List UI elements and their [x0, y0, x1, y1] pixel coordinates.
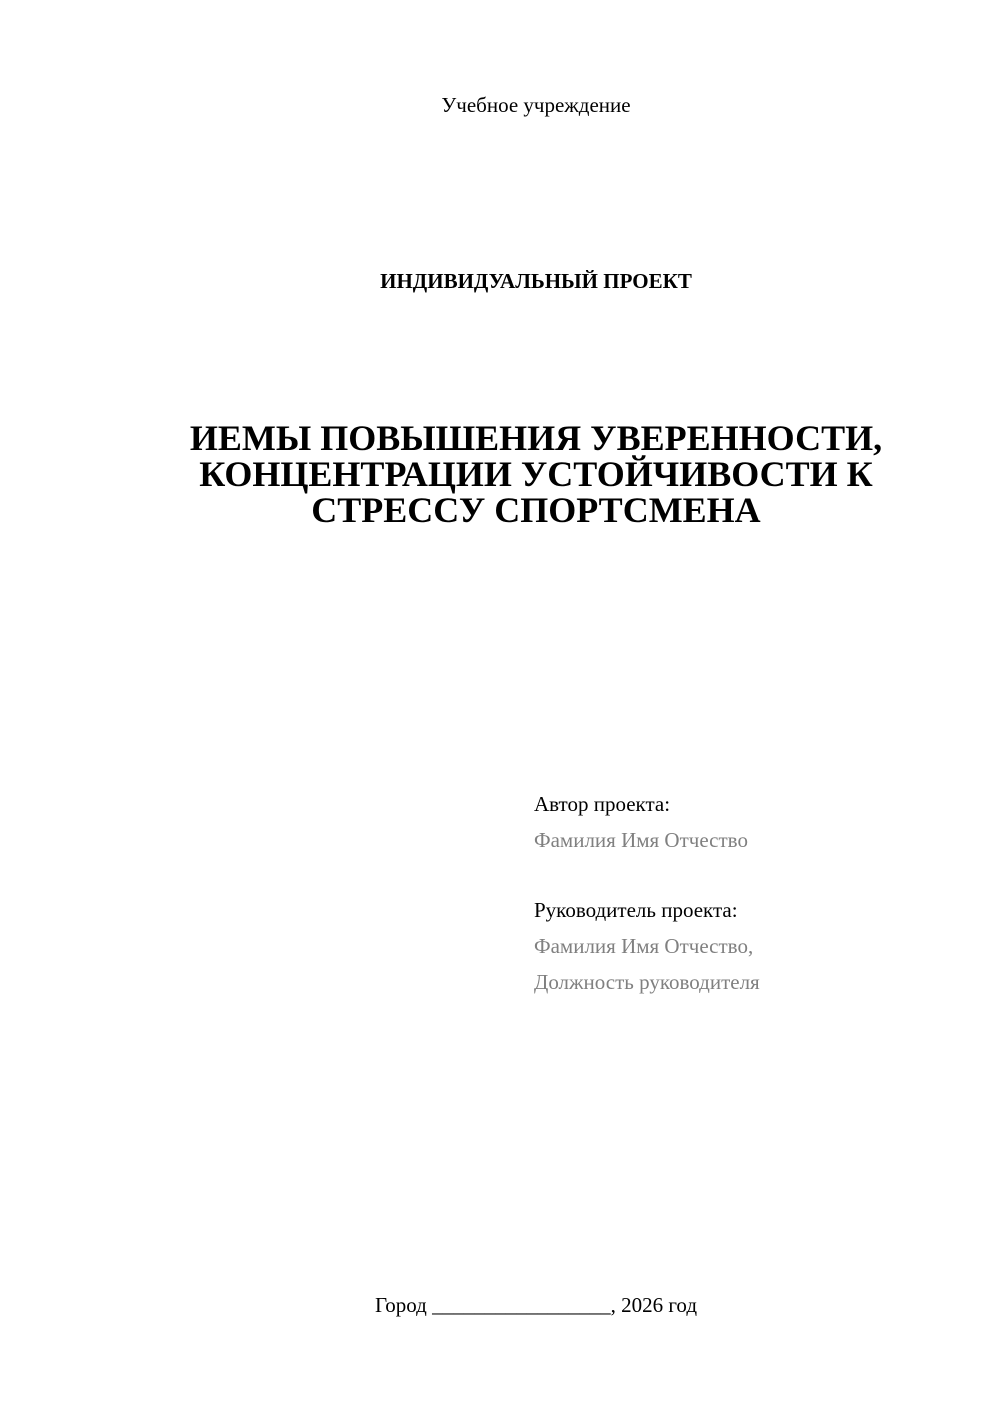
document-type: ИНДИВИДУАЛЬНЫЙ ПРОЕКТ [380, 269, 692, 293]
supervisor-block [534, 892, 760, 1000]
supervisor-name: Фамилия Имя Отчество, [534, 934, 754, 958]
supervisor-label: Руководитель проекта: [534, 898, 738, 922]
supervisor-position: Должность руководителя [534, 970, 760, 994]
project-title-line: КОНЦЕНТРАЦИИ УСТОЙЧИВОСТИ К [199, 454, 873, 494]
project-title-line: ИЕМЫ ПОВЫШЕНИЯ УВЕРЕННОСТИ, [189, 418, 883, 458]
city-year-line: Город _________________, 2026 год [374, 1293, 698, 1317]
author-name: Фамилия Имя Отчество [534, 828, 748, 852]
project-title-line: СТРЕССУ СПОРТСМЕНА [311, 490, 761, 530]
institution-name: Учебное учреждение [441, 93, 631, 117]
author-block [534, 786, 748, 858]
project-title [150, 420, 922, 528]
author-label: Автор проекта: [534, 792, 671, 816]
